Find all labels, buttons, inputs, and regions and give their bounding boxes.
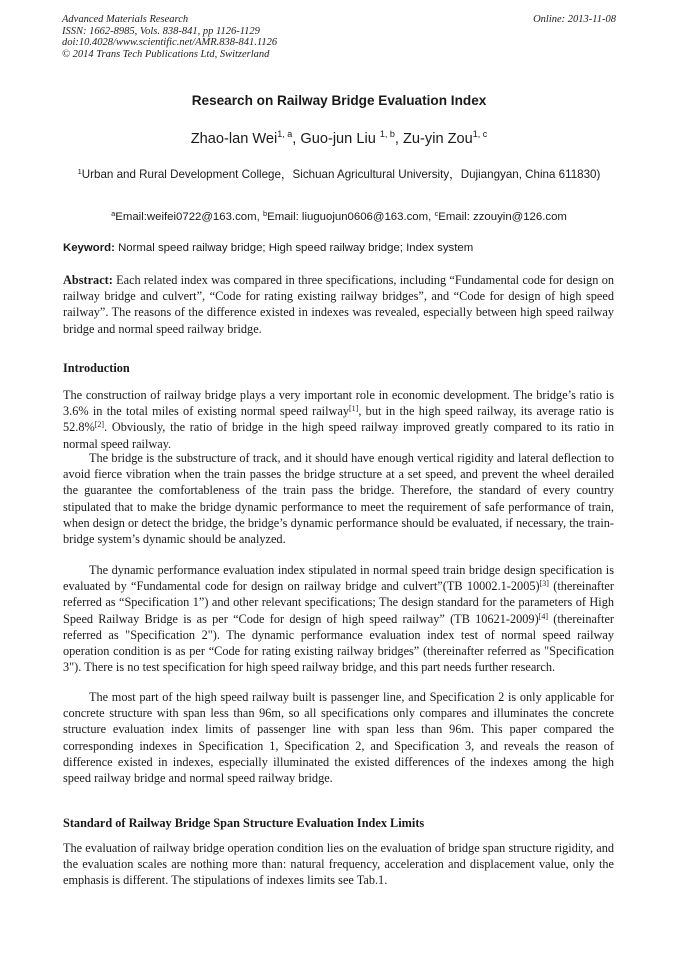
keywords-label: Keyword: [63, 242, 115, 254]
online-date: Online: 2013-11-08 [533, 14, 616, 25]
paragraph-text: (thereinafter referred as “Specification 1”) and other relevant specifications; The design standard for the parameters of High Speed Railway Bridge is as per “Code for design of high speed railway” (TB 10621-2009) [63, 579, 614, 626]
email-address: Email: zzouyin@126.com [438, 211, 567, 223]
intro-paragraph-3 [63, 562, 614, 675]
paragraph-text: The dynamic performance evaluation index stipulated in normal speed train bridge design specification is evaluated by “Fundamental code for design on railway bridge and culvert”(TB 10002.1-2005) [63, 563, 614, 594]
keywords [63, 242, 619, 254]
paragraph-text: The construction of railway bridge plays a very important role in economic development. The bridge’s ratio is 3.6% in the total miles of existing normal speed railway [63, 388, 614, 419]
author-name: Guo-jun Liu [300, 131, 380, 147]
email-mark: b [262, 209, 268, 218]
author-separator: , [292, 131, 301, 147]
paragraph-text: (thereinafter referred as "Specification 2"). The dynamic performance evaluation index test of normal speed railway operation condition is as per “Code for rating existing railway bridges” (thereinafter referred as "Specification 3"). There is no test specification for high speed railway bridge, and this part needs further research. [63, 611, 615, 675]
abstract [63, 272, 614, 337]
abstract-text: Each related index was compared in three specifications, including “Fundamental code for design on railway bridge and culvert”, “Code for rating existing railway bridges”, and “Code for design of high speed railway”. The reasons of the difference existed in indexes was revealed, especially between high speed railway bridge and normal speed railway bridge. [63, 273, 614, 336]
paragraph-text: . Obviously, the ratio of bridge in the high speed railway improved greatly compared to its ratio in normal speed railway. [63, 420, 614, 451]
citation-ref: [3] [539, 579, 549, 589]
citation-ref: [4] [538, 611, 548, 621]
intro-paragraph-2: The bridge is the substructure of track, and it should have enough vertical rigidity and lateral deflection to avoid fierce vibration when the train passes the bridge structure at a set speed, and prevent the wheel derailed the guarantee the comfortableness of the train pass the bridge. Therefore, the standard of every country stipulated that to make the bridge dynamic performance to meet the requirement of safe performance of train, when design or detect the bridge, the bridge’s dynamic performance should be evaluated, if necessary, the train-bridge system’s dynamic should be analyzed. [63, 451, 614, 547]
doi-line: doi:10.4028/www.scientific.net/AMR.838-841.1126 [62, 37, 278, 49]
author-name: Zhao-lan Wei [190, 131, 278, 147]
journal-name: Advanced Materials Research [62, 14, 189, 25]
citation-ref: [2] [94, 420, 105, 430]
author-separator: , [394, 131, 404, 147]
abstract-label: Abstract: [63, 273, 113, 287]
email-address: Email: liuguojun0606@163.com, [267, 211, 435, 223]
email-mark: c [434, 209, 439, 218]
copyright-line: © 2014 Trans Tech Publications Ltd, Switzerland [62, 48, 270, 60]
author-affiliation-mark: 1, a [277, 129, 293, 139]
intro-paragraph-1 [63, 387, 614, 452]
author-affiliation-mark: 1, c [472, 129, 488, 139]
section-heading-standard: Standard of Railway Bridge Span Structure Evaluation Index Limits [63, 816, 425, 830]
email-line [0, 211, 678, 223]
author-line [0, 131, 678, 147]
intro-paragraph-4: The most part of the high speed railway built is passenger line, and Specification 2 is only applicable for concrete structure with span less than 96m, so all specifications only compares and illuminates the concrete structure evaluation index limits of passenger line with span less than 96m. This paper compared the corresponding indexes in Specification 1, Specification 2, and Specification 3, and reveals the reason of difference existed in indexes, especially illuminated the existed differences of the indexes among the high speed railway bridge and normal speed railway bridge. [63, 690, 614, 786]
paper-title: Research on Railway Bridge Evaluation Index [191, 93, 487, 108]
standard-paragraph-1: The evaluation of railway bridge operation condition lies on the evaluation of bridge span structure rigidity, and the evaluation scales are nothing more than: natural frequency, acceleration and displacement value, only the emphasis is different. The stipulations of indexes limits see Tab.1. [63, 841, 614, 888]
affiliation [70, 167, 608, 183]
email-address: Email:weifei0722@163.com, [115, 211, 263, 223]
author-name: Zu-yin Zou [403, 131, 473, 147]
keywords-text: Normal speed railway bridge; High speed railway bridge; Index system [114, 242, 474, 254]
issn-line: ISSN: 1662-8985, Vols. 838-841, pp 1126-1129 [62, 25, 260, 37]
email-mark: a [111, 209, 116, 218]
affiliation-text: Urban and Rural Development College，Sichuan Agricultural University，Dujiangyan, China 611830) [81, 168, 601, 181]
paragraph-text: , but in the high speed railway, its average ratio is 52.8% [63, 404, 614, 435]
affiliation-mark: 1 [77, 167, 82, 176]
section-heading-introduction: Introduction [63, 361, 130, 375]
citation-ref: [1] [349, 404, 359, 414]
author-affiliation-mark: 1, b [379, 129, 395, 139]
journal-header [62, 14, 616, 60]
